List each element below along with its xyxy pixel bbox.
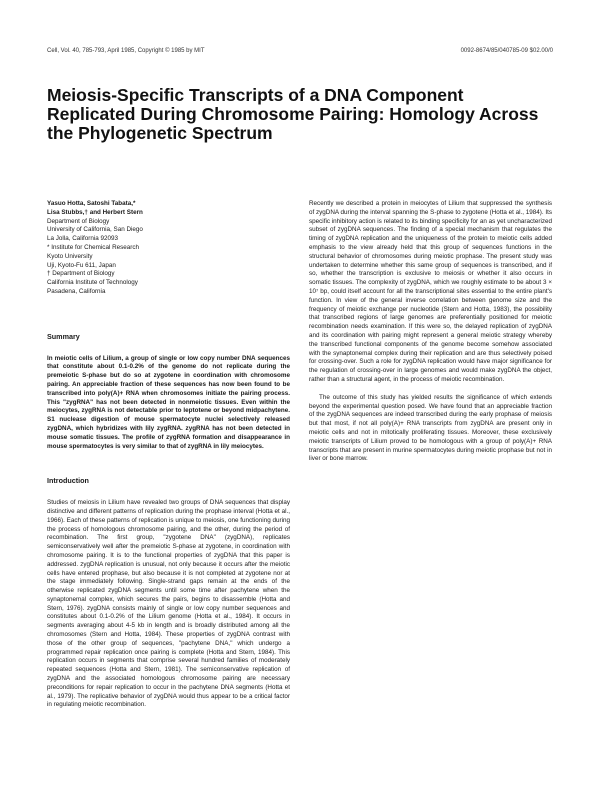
summary-abstract: In meiotic cells of Lilium, a group of single or low copy number DNA sequences that constitute about 0.1-0.2% of the genome do not replicate during the premeiotic S-phase but do so at zygotene in coordination with chromosome pairing. An appreciable fraction of these sequences has now been found to be transcribed into poly(A)+ RNA when chromosomes initiate the pairing process. This "zygRNA" has not been detected in nonmeiotic tissues. Even within the meiocytes, zygRNA is not detectable prior to leptotene or beyond midpachytene. S1 nuclease digestion of mouse spermatocyte nuclei selectively released zygDNA, which hybridizes with lily zygRNA. zygRNA has not been detected in mouse somatic tissues. The profile of zygRNA formation and disappearance in mouse spermatocytes is very similar to that of zygRNA in lily meiocytes. [47, 354, 290, 450]
affiliation-line: University of California, San Diego [47, 226, 143, 234]
left-column [47, 200, 290, 710]
affiliation-line: Department of Biology [47, 217, 110, 225]
affiliation-line: La Jolla, California 92093 [47, 235, 119, 243]
body-paragraph: Recently we described a protein in meiocytes of Lilium that suppressed the synthesis of zygDNA during the interval spanning the S-phase to zygotene (Hotta et al., 1984). Its specific inhibitory action is related to its binding specificity for an as yet uncharacterized subset of zygDNA sequences. The finding of a special mechanism that regulates the timing of zygDNA replication and the uniqueness of the protein to meiotic cells added emphasis to the view already held that this group of sequences functions in the structural behavior of chromosomes during meiotic prophase. The present study was undertaken to determine whether this same group of sequences is transcribed, and if so, whether the transcription is exclusive to meiosis or whether it also occurs in somatic tissues. The complexity of zygDNA, which we roughly estimate to be about 3 × 10⁷ bp, could itself account for all the transcriptional sites essential to the entire plant's function. In view of the general inverse correlation between genome size and the frequency of meiotic exchange per nucleotide (Stern and Hotta, 1983), the possibility that transcribed regions of large genomes are preferentially positioned for meiotic recombination needs examination. If this were so, the delayed replication of zygDNA and its coordination with pairing might represent a general meiotic strategy whereby the transcribed functional components of the genome become somehow associated with the synaptonemal complex during their replication and are thus selectively poised for crossing-over. Such a role for zygDNA replication would have major significance for the regulation of crossing-over in large genomes and would make zygDNA the object, rather than a structural agent, in the process of meiotic recombination. [309, 200, 552, 383]
affiliation-line: Pasadena, California [47, 287, 106, 295]
right-column [309, 200, 552, 464]
body-paragraph: The outcome of this study has yielded results the significance of which extends beyond the experimental question posed. We have found that an appreciable fraction of the zygDNA sequences are indeed transcribed during the early prophase of meiosis but that most, if not all poly(A)+ RNA transcripts from zygDNA are present only in meiotic cells and not in mitotically proliferating tissues. Moreover, these exclusively meiotic transcripts of Lilium proved to be homologous with a group of poly(A)+ RNA transcripts that are present in murine spermatocytes during meiotic prophase but not in liver or bone marrow. [309, 393, 552, 463]
article-title: Meiosis-Specific Transcripts of a DNA Component Replicated During Chromosome Pairing: Homology Across the Phylogenetic Spectrum [47, 84, 539, 143]
affiliation-line: California Institute of Technology [47, 279, 138, 287]
affiliation-line: * Institute for Chemical Research [47, 243, 140, 251]
author-line: Yasuo Hotta, Satoshi Tabata,* [47, 200, 136, 207]
running-header-citation: Cell, Vol. 40, 785-793, April 1985, Copyright © 1985 by MIT [47, 48, 205, 54]
running-header-code: 0092-8674/85/040785-09 $02.00/0 [460, 48, 553, 54]
summary-heading: Summary [47, 331, 80, 341]
introduction-heading: Introduction [47, 476, 89, 486]
affiliation-line: Kyoto University [47, 252, 93, 260]
affiliation-line: Uji, Kyoto-Fu 611, Japan [47, 261, 116, 269]
affiliation-block [47, 218, 290, 297]
author-line: Lisa Stubbs,† and Herbert Stern [47, 208, 143, 216]
introduction-paragraph: Studies of meiosis in Lilium have revealed two groups of DNA sequences that display distinctive and different patterns of replication during the prophase interval (Hotta et al., 1966). Each of these patterns of replication is unique to meiosis, one functioning during the process of homologous chromosome pairing, and the other, during the period of recombination. The first group, "zygotene DNA" (zygDNA), replicates semiconservatively well after the premeiotic S-phase at zygotene, in coordination with chromosome pairing. It is to the functional properties of zygDNA that this paper is addressed. zygDNA replication is unusual, not only because it occurs after the meiotic cells have entered prophase, but also because it is not completed at zygotene nor at the stage immediately following. Single-strand gaps remain at the ends of the otherwise replicated zygDNA segments until some time after pachytene when the synaptonemal complex, which secures the pairs, begins to disassemble (Hotta and Stern, 1976). zygDNA consists mainly of single or low copy number sequences and constitutes about 0.1-0.2% of the Lilium genome (Hotta et al., 1984). It occurs in segments averaging about 4-5 kb in length and is broadly distributed among all the chromosomes (Stern and Hotta, 1984). These properties of zygDNA contrast with those of the other group of sequences, "pachytene DNA," which undergo a programmed repair replication once pairing is complete (Hotta and Stern, 1984). This replication occurs in segments that comprise several hundred families of moderately repeated sequences (Hotta and Stern, 1981). The semiconservative replication of zygDNA and the associated homologous chromosome pairing are necessary preconditions for repair replication to occur in the pachytene DNA segments (Hotta et al., 1979). The replicative behavior of zygDNA would thus appear to be a critical factor in regulating meiotic recombination. [47, 499, 290, 709]
author-list [47, 200, 290, 218]
affiliation-line: † Department of Biology [47, 270, 115, 278]
